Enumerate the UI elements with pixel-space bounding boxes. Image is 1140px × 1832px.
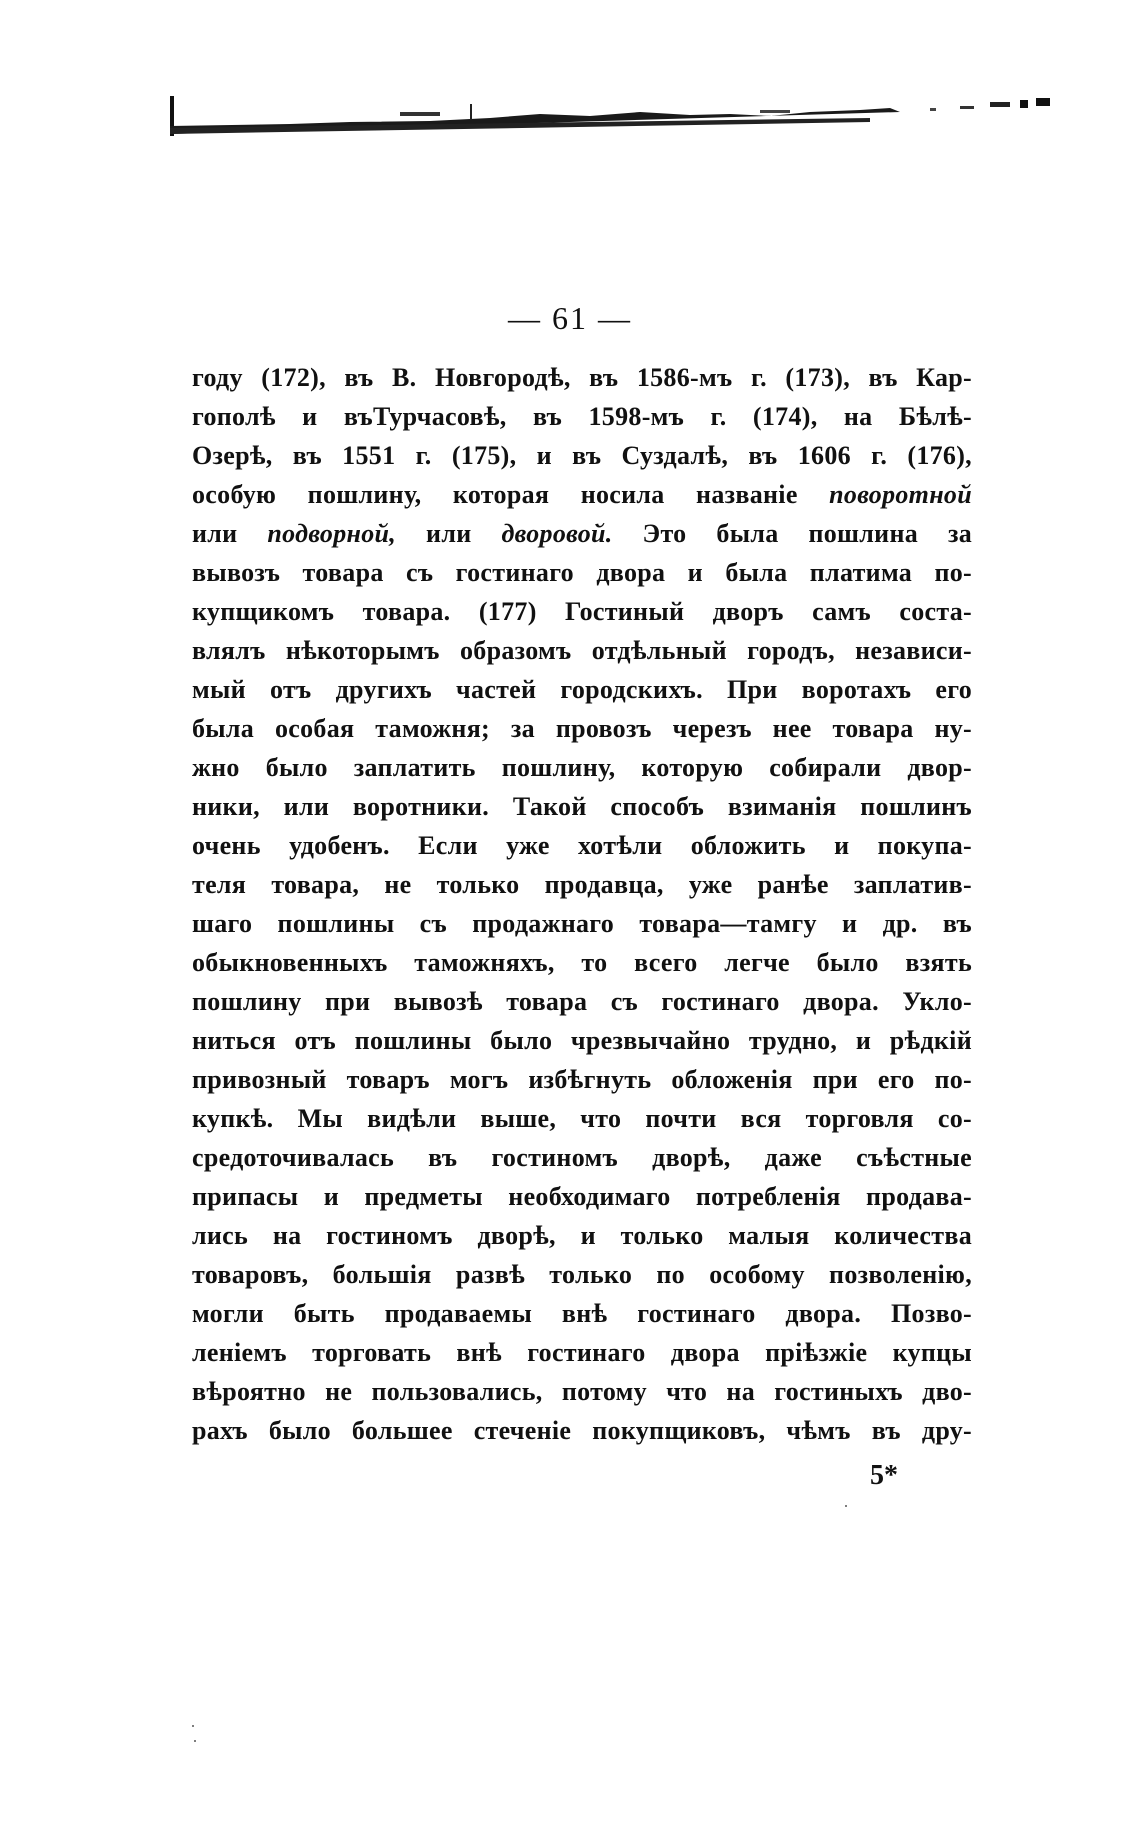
text-line-17: пошлину при вывозѣ товара съ гостинаго двора. Укло- xyxy=(192,987,972,1016)
scan-speck xyxy=(194,1740,196,1742)
text-line-5 xyxy=(192,514,972,553)
page-number: — 61 — xyxy=(508,300,632,336)
text-line-19: привозный товаръ могъ избѣгнуть обложенія при его по- xyxy=(192,1065,972,1094)
body-text xyxy=(192,358,972,1450)
text-line-2: гополѣ и въТурчасовѣ, въ 1598-мъ г. (174), на Бѣлѣ- xyxy=(192,402,972,431)
scan-edge-artifact xyxy=(170,88,1070,138)
text-line-1: году (172), въ В. Новгородѣ, въ 1586-мъ г. (173), въ Кар- xyxy=(192,363,972,392)
text-line-4-prefix: особую пошлину, которая носила названіе xyxy=(192,480,798,509)
text-line-6: вывозъ товара съ гостинаго двора и была платима по- xyxy=(192,558,972,587)
text-line-21: средоточивалась въ гостиномъ дворѣ, даже съѣстные xyxy=(192,1143,972,1172)
text-line-20: купкѣ. Мы видѣли выше, что почти вся торговля со- xyxy=(192,1104,972,1133)
text-line-10: была особая таможня; за провозъ черезъ нее товара ну- xyxy=(192,714,972,743)
text-line-5-suffix: Это была пошлина за xyxy=(642,519,973,548)
text-line-8: влялъ нѣкоторымъ образомъ отдѣльный городъ, независи- xyxy=(192,636,972,665)
text-line-11: жно было заплатить пошлину, которую собирали двор- xyxy=(192,753,972,782)
text-line-3: Озерѣ, въ 1551 г. (175), и въ Суздалѣ, въ 1606 г. (176), xyxy=(192,441,972,470)
text-line-18: ниться отъ пошлины было чрезвычайно трудно, и рѣдкій xyxy=(192,1026,972,1055)
italic-term-povorotnoy: поворотной xyxy=(829,480,972,509)
text-line-15: шаго пошлины съ продажнаго товара—тамгу и др. въ xyxy=(192,909,972,938)
text-line-5-middle: или xyxy=(426,519,472,548)
text-line-7: купщикомъ товара. (177) Гостиный дворъ самъ соста- xyxy=(192,597,972,626)
text-line-13: очень удобенъ. Если уже хотѣли обложить и покупа- xyxy=(192,831,972,860)
text-line-23: лись на гостиномъ дворѣ, и только малыя количества xyxy=(192,1221,972,1250)
text-line-14: теля товара, не только продавца, уже ранѣе заплатив- xyxy=(192,870,972,899)
text-line-28: рахъ было большее стеченіе покупщиковъ, чѣмъ въ дру- xyxy=(192,1416,972,1445)
text-line-4 xyxy=(192,475,972,514)
text-line-26: леніемъ торговать внѣ гостинаго двора пріѣзжіе купцы xyxy=(192,1338,972,1367)
scan-speck xyxy=(845,1505,847,1507)
text-line-16: обыкновенныхъ таможняхъ, то всего легче было взять xyxy=(192,948,972,977)
signature-mark: 5* xyxy=(870,1460,898,1491)
text-line-22: припасы и предметы необходимаго потребленія продава- xyxy=(192,1182,972,1211)
scan-speck xyxy=(192,1725,194,1727)
italic-term-dvorovoy: дворовой. xyxy=(501,519,613,548)
text-line-9: мый отъ другихъ частей городскихъ. При воротахъ его xyxy=(192,675,972,704)
italic-term-podvornoy: подворной, xyxy=(267,519,397,548)
text-line-25: могли быть продаваемы внѣ гостинаго двора. Позво- xyxy=(192,1299,972,1328)
text-line-24: товаровъ, большія развѣ только по особому позволенію, xyxy=(192,1260,972,1289)
text-line-5-prefix: или xyxy=(192,519,238,548)
text-line-27: вѣроятно не пользовались, потому что на гостиныхъ дво- xyxy=(192,1377,972,1406)
text-line-12: ники, или воротники. Такой способъ взиманія пошлинъ xyxy=(192,792,972,821)
